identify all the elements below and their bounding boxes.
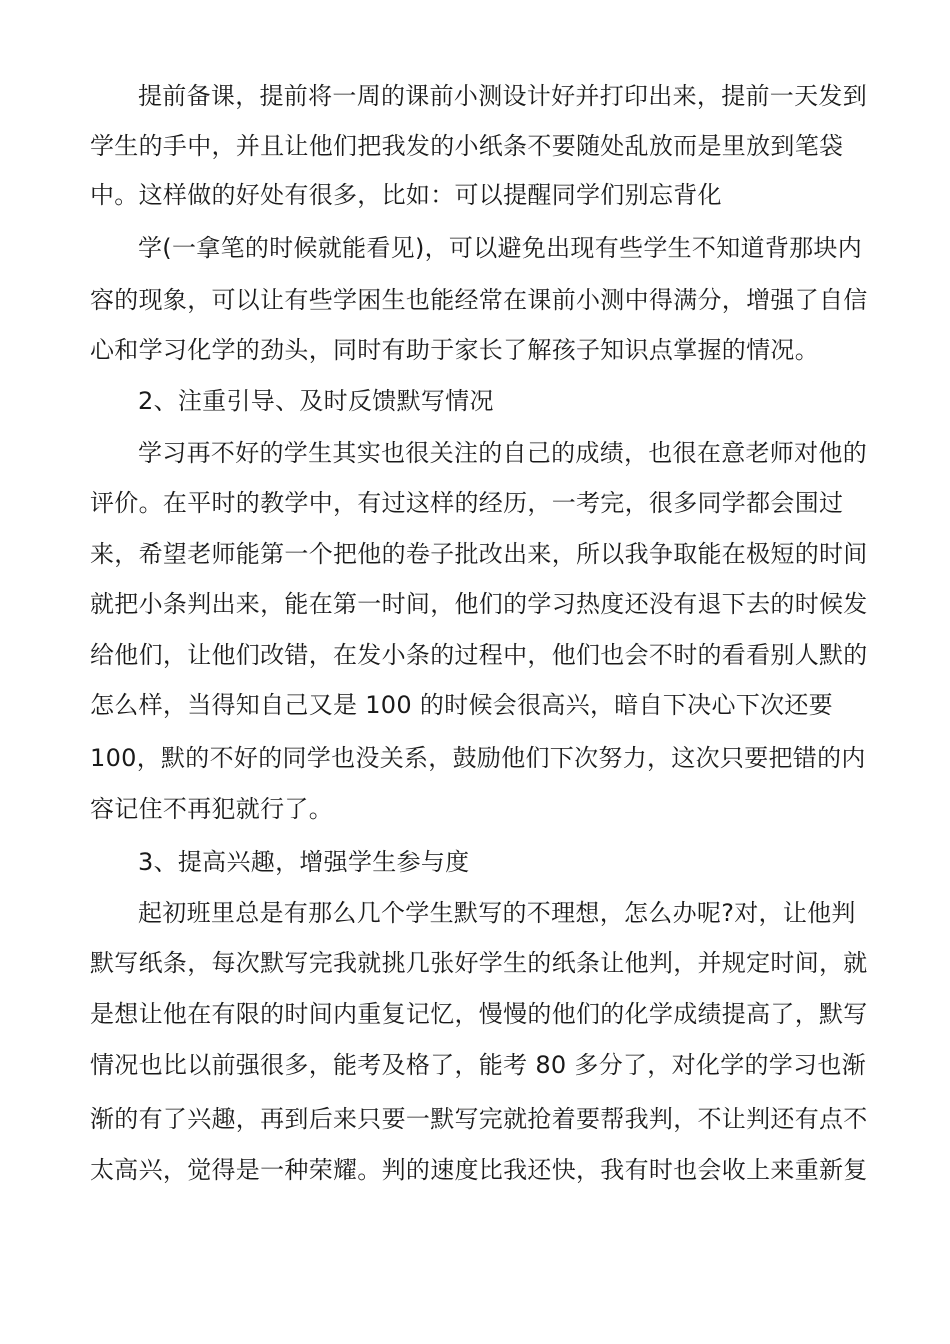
text-line: 怎么样，当得知自己又是 100 的时候会很高兴，暗自下决心下次还要 <box>90 691 833 719</box>
text-line: 太高兴，觉得是一种荣耀。判的速度比我还快，我有时也会收上来重新复 <box>90 1156 868 1184</box>
text-line: 来，希望老师能第一个把他的卷子批改出来，所以我争取能在极短的时间 <box>90 540 868 568</box>
section-heading: 2、注重引导、及时反馈默写情况 <box>138 387 494 415</box>
text-line: 提前备课，提前将一周的课前小测设计好并打印出来，提前一天发到 <box>138 82 867 110</box>
text-line: 学习再不好的学生其实也很关注的自己的成绩，也很在意老师对他的 <box>138 439 867 467</box>
text-line: 100，默的不好的同学也没关系，鼓励他们下次努力，这次只要把错的内 <box>90 744 866 772</box>
text-line: 中。这样做的好处有很多，比如：可以提醒同学们别忘背化 <box>90 181 722 209</box>
text-line: 情况也比以前强很多，能考及格了，能考 80 多分了，对化学的学习也渐 <box>90 1051 866 1079</box>
section-heading: 3、提高兴趣，增强学生参与度 <box>138 848 470 876</box>
text-line: 是想让他在有限的时间内重复记忆，慢慢的他们的化学成绩提高了，默写 <box>90 1000 868 1028</box>
text-line: 默写纸条，每次默写完我就挑几张好学生的纸条让他判，并规定时间，就 <box>90 949 868 977</box>
text-line: 容记住不再犯就行了。 <box>90 795 333 823</box>
text-line: 渐的有了兴趣，再到后来只要一默写完就抢着要帮我判，不让判还有点不 <box>90 1105 868 1133</box>
text-line: 心和学习化学的劲头，同时有助于家长了解孩子知识点掌握的情况。 <box>90 336 819 364</box>
text-line: 学(一拿笔的时候就能看见)，可以避免出现有些学生不知道背那块内 <box>138 234 863 262</box>
text-line: 评价。在平时的教学中，有过这样的经历，一考完，很多同学都会围过 <box>90 489 844 517</box>
text-line: 起初班里总是有那么几个学生默写的不理想，怎么办呢?对，让他判 <box>138 899 856 927</box>
text-line: 容的现象，可以让有些学困生也能经常在课前小测中得满分，增强了自信 <box>90 286 868 314</box>
text-line: 给他们，让他们改错，在发小条的过程中，他们也会不时的看看别人默的 <box>90 641 868 669</box>
text-line: 学生的手中，并且让他们把我发的小纸条不要随处乱放而是里放到笔袋 <box>90 132 844 160</box>
text-line: 就把小条判出来，能在第一时间，他们的学习热度还没有退下去的时候发 <box>90 590 868 618</box>
